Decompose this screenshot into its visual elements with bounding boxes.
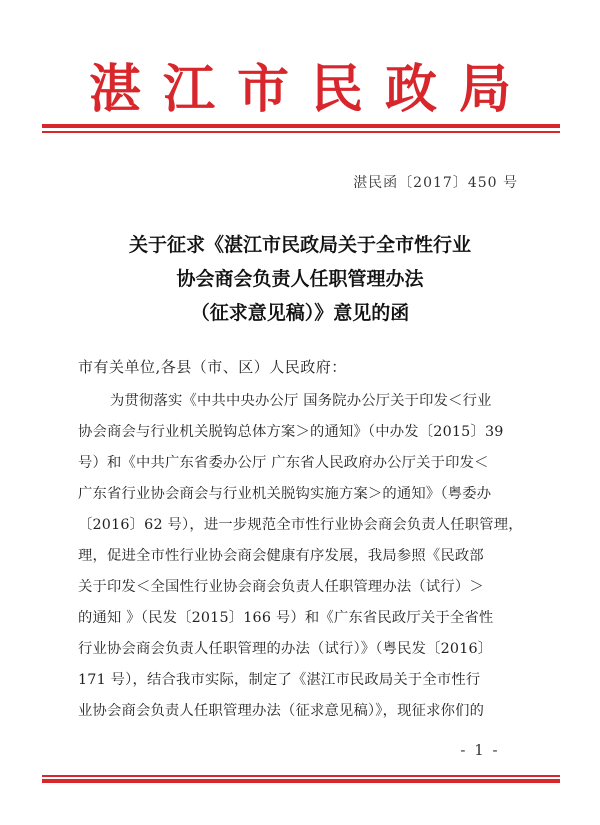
letterhead-rule-thick [42, 124, 560, 128]
footer-rule-thick [42, 779, 560, 783]
document-title [40, 228, 560, 330]
body-line: 行业协会商会负责人任职管理的办法（试行）》（粤民发〔2016〕 [78, 641, 493, 657]
body-line: 协会商会与行业机关脱钩总体方案＞的通知》（中办发〔2015〕39 [78, 424, 504, 440]
body-line: 广东省行业协会商会与行业机关脱钩实施方案＞的通知》（粤委办 [78, 486, 492, 502]
footer-rule-thin [42, 775, 560, 777]
document-title-line: 协会商会负责人任职管理办法 [176, 268, 424, 290]
body-line: 业协会商会负责人任职管理办法（征求意见稿）》，现征求你们的 [78, 703, 485, 719]
body-line: 〔2016〕62 号），进一步规范全市性行业协会商会负责人任职管理， [78, 517, 523, 533]
document-title-line: 关于征求《湛江市民政局关于全市性行业 [128, 234, 471, 256]
page-number: - 1 - [460, 741, 500, 759]
body-line: 为贯彻落实《中共中央办公厅 国务院办公厅关于印发＜行业 [110, 393, 492, 409]
letterhead-rule-thin [42, 131, 560, 133]
body-line: 理，促进全市性行业协会商会健康有序发展，我局参照《民政部 [78, 548, 484, 564]
body-text [78, 386, 528, 727]
salutation: 市有关单位,各县（市、区）人民政府： [78, 358, 347, 376]
document-title-line: （征求意见稿）》意见的函 [190, 302, 410, 324]
body-line: 关于印发＜全国性行业协会商会负责人任职管理办法（试行）＞ [78, 579, 484, 595]
body-line: 171 号），结合我市实际，制定了《湛江市民政局关于全市性行 [78, 672, 481, 688]
body-line: 号）和《中共广东省委办公厅 广东省人民政府办公厅关于印发＜ [78, 455, 489, 471]
document-number: 湛民函〔2017〕450 号 [353, 175, 518, 191]
body-line: 的通知 》（民发〔2015〕166 号）和《广东省民政厅关于全省性 [78, 610, 494, 626]
letterhead-title: 湛江市民政局 [88, 59, 533, 120]
